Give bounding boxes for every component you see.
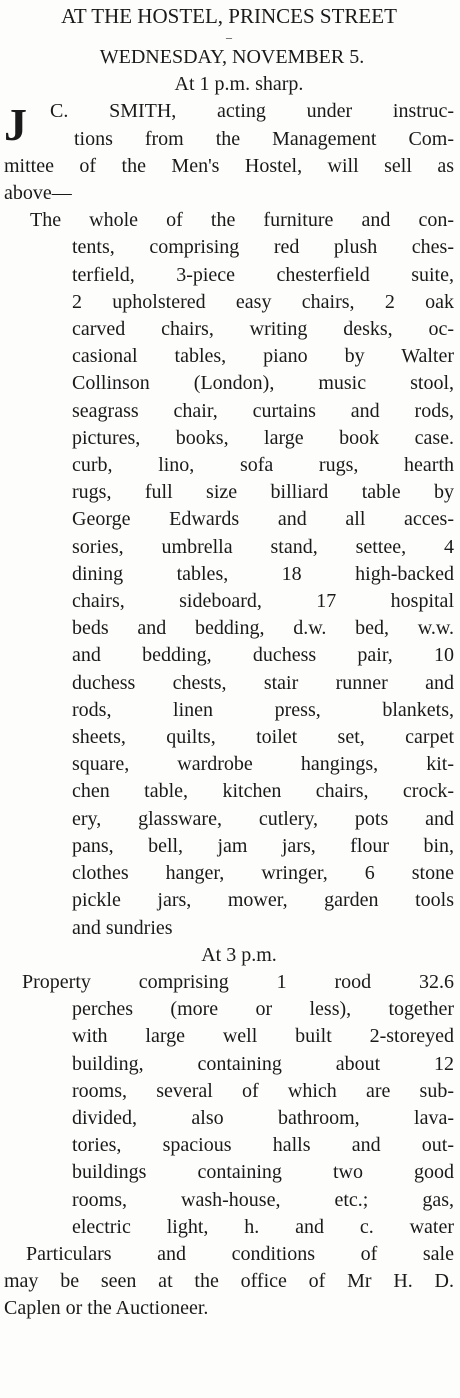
furniture-line: ery, glassware, cutlery, pots and xyxy=(72,807,454,830)
notice-heading: AT THE HOSTEL, PRINCES STREET xyxy=(61,4,397,28)
furniture-line: and sundries xyxy=(72,916,173,939)
furniture-line: chairs, sideboard, 17 hospital xyxy=(72,590,454,613)
furniture-line: George Edwards and all acces- xyxy=(72,508,454,531)
property-line: Property comprising 1 rood 32.6 xyxy=(22,970,454,993)
furniture-line: chen table, kitchen chairs, crock- xyxy=(72,780,454,803)
intro-line: C. SMITH, acting under instruc- xyxy=(50,100,454,123)
furniture-line: rugs, full size billiard table by xyxy=(72,481,454,504)
furniture-line: pictures, books, large book case. xyxy=(72,426,454,449)
furniture-line: The whole of the furniture and con- xyxy=(30,209,454,232)
sale-date: WEDNESDAY, NOVEMBER 5. xyxy=(99,46,365,68)
intro-paragraph xyxy=(4,98,454,207)
furniture-line: square, wardrobe hangings, kit- xyxy=(72,753,454,776)
property-line: buildings containing two good xyxy=(72,1161,454,1184)
furniture-line: carved chairs, writing desks, oc- xyxy=(72,318,454,341)
property-line: electric light, h. and c. water xyxy=(72,1215,454,1238)
sale-time-afternoon: At 3 p.m. xyxy=(201,943,277,966)
furniture-line: and bedding, duchess pair, 10 xyxy=(72,644,454,667)
furniture-line: sheets, quilts, toilet set, carpet xyxy=(72,726,454,749)
furniture-line: pans, bell, jam jars, flour bin, xyxy=(72,834,454,857)
particulars-line: may be seen at the office of Mr H. D. xyxy=(4,1270,454,1293)
property-line: divided, also bathroom, lava- xyxy=(72,1106,454,1129)
particulars-line: Particulars and conditions of sale xyxy=(26,1242,454,1265)
furniture-line: clothes hanger, wringer, 6 stone xyxy=(72,862,454,885)
furniture-line: rods, linen press, blankets, xyxy=(72,698,454,721)
furniture-line: terfield, 3-piece chesterfield suite, xyxy=(72,263,454,286)
property-line: rooms, several of which are sub- xyxy=(72,1079,454,1102)
furniture-line: Collinson (London), music stool, xyxy=(72,372,454,395)
furniture-list xyxy=(4,207,454,941)
property-description xyxy=(4,969,454,1241)
intro-line: mittee of the Men's Hostel, will sell as xyxy=(4,154,454,177)
property-line: with large well built 2-storeyed xyxy=(72,1025,454,1048)
furniture-line: tents, comprising red plush ches- xyxy=(72,236,454,259)
furniture-line: duchess chests, stair runner and xyxy=(72,671,454,694)
property-line: tories, spacious halls and out- xyxy=(72,1134,454,1157)
particulars-line: Caplen or the Auctioneer. xyxy=(4,1297,209,1320)
furniture-line: sories, umbrella stand, settee, 4 xyxy=(72,535,454,558)
property-line: rooms, wash-house, etc.; gas, xyxy=(72,1188,454,1211)
property-line: building, containing about 12 xyxy=(72,1052,454,1075)
drop-cap: J xyxy=(4,99,27,151)
furniture-line: beds and bedding, d.w. bed, w.w. xyxy=(72,617,454,640)
particulars-paragraph xyxy=(4,1241,454,1323)
heading-divider: – xyxy=(226,30,232,44)
property-line: perches (more or less), together xyxy=(72,998,454,1021)
furniture-line: 2 upholstered easy chairs, 2 oak xyxy=(72,290,454,313)
intro-line: above— xyxy=(4,182,72,205)
furniture-line: dining tables, 18 high-backed xyxy=(72,562,454,585)
furniture-line: pickle jars, mower, garden tools xyxy=(72,889,454,912)
furniture-line: casional tables, piano by Walter xyxy=(72,345,454,368)
furniture-line: curb, lino, sofa rugs, hearth xyxy=(72,454,454,477)
furniture-line: seagrass chair, curtains and rods, xyxy=(72,399,454,422)
intro-line: tions from the Management Com- xyxy=(74,127,454,150)
sale-time-morning: At 1 p.m. sharp. xyxy=(174,73,304,96)
